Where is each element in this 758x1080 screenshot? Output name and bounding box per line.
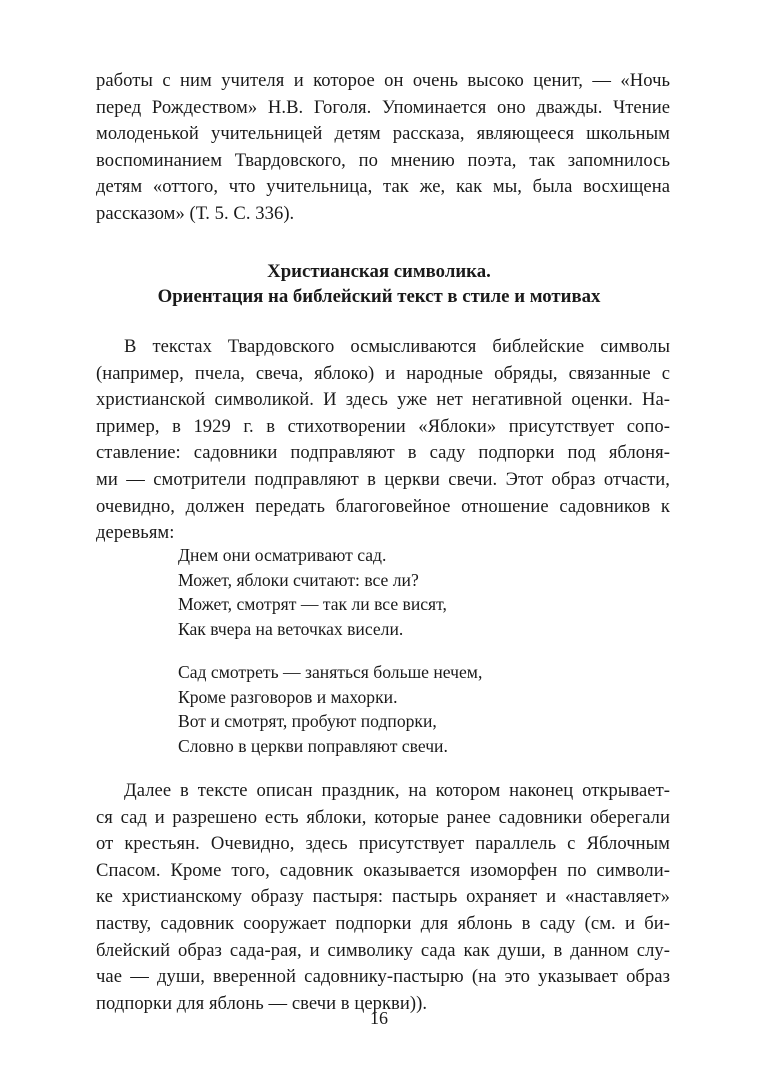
paragraph-line: (например, пчела, свеча, яблоко) и народные обряды, связанные с bbox=[96, 362, 670, 384]
paragraph-line: паству, садовник сооружает подпорки для яблонь в саду (см. и би- bbox=[96, 912, 670, 934]
paragraph-line: ся сад и разрешено есть яблоки, которые ранее садовники оберегали bbox=[96, 806, 670, 828]
paragraph-line: Спасом. Кроме того, садовник оказывается изоморфен по символи- bbox=[96, 859, 670, 881]
paragraph-line: ставление: садовники подправляют в саду подпорки под яблоня- bbox=[96, 442, 670, 464]
paragraph-line: пример, в 1929 г. в стихотворении «Яблоки» присутствует сопо- bbox=[96, 415, 670, 437]
page-number: 16 bbox=[370, 1008, 388, 1028]
paragraph-line: блейский образ сада-рая, и символику сада как души, в данном слу- bbox=[96, 939, 670, 961]
poem-stanza-2 bbox=[178, 660, 482, 759]
poem-stanza-1 bbox=[178, 543, 447, 642]
paragraph-biblical-symbols bbox=[96, 334, 670, 547]
poem-line: Может, яблоки считают: все ли? bbox=[178, 569, 419, 590]
paragraph-line: В текстах Твардовского осмысливаются библейские символы bbox=[124, 336, 670, 357]
section-heading-line-2: Ориентация на библейский текст в стиле и мотивах bbox=[157, 286, 601, 307]
paragraph-line: подпорки для яблонь — свечи в церкви)). bbox=[96, 992, 428, 1014]
paragraph-continuation bbox=[96, 68, 670, 228]
paragraph-line: ми — смотрители подправляют в церкви свечи. Этот образ отчасти, bbox=[96, 468, 670, 490]
paragraph-line: работы с ним учителя и которое он очень высоко ценит, — «Ночь bbox=[96, 70, 670, 91]
paragraph-line: деревьям: bbox=[96, 522, 175, 544]
poem-line: Как вчера на веточках висели. bbox=[178, 619, 404, 640]
section-heading-line-1: Христианская символика. bbox=[267, 261, 491, 282]
paragraph-line: от крестьян. Очевидно, здесь присутствует параллель с Яблочным bbox=[96, 833, 670, 855]
paragraph-line: очевидно, должен передать благоговейное отношение садовников к bbox=[96, 495, 670, 517]
paragraph-apple-feast bbox=[96, 778, 670, 1017]
paragraph-line: детям «оттого, что учительница, так же, как мы, была восхищена bbox=[96, 176, 670, 198]
poem-line: Кроме разговоров и махорки. bbox=[178, 686, 398, 707]
poem-line: Может, смотрят — так ли все висят, bbox=[178, 594, 447, 615]
paragraph-line: молоденькой учительницей детям рассказа, являющееся школьным bbox=[96, 123, 670, 145]
paragraph-line: христианской символикой. И здесь уже нет негативной оценки. На- bbox=[96, 389, 670, 411]
paragraph-line: воспоминанием Твардовского, по мнению поэта, так запомнилось bbox=[96, 149, 670, 171]
poem-line: Сад смотреть — заняться больше нечем, bbox=[178, 662, 483, 682]
paragraph-line: ке христианскому образу пастыря: пастырь охраняет и «наставляет» bbox=[96, 886, 670, 908]
paragraph-line: рассказом» (Т. 5. С. 336). bbox=[96, 202, 295, 224]
paragraph-line: чае — души, вверенной садовнику-пастырю (на это указывает образ bbox=[96, 966, 670, 988]
poem-line: Словно в церкви поправляют свечи. bbox=[178, 736, 448, 757]
section-heading bbox=[60, 259, 698, 309]
paragraph-line: перед Рождеством» Н.В. Гоголя. Упоминается оно дважды. Чтение bbox=[96, 96, 670, 118]
paragraph-line: Далее в тексте описан праздник, на котором наконец открывает- bbox=[124, 780, 670, 801]
poem-line: Вот и смотрят, пробуют подпорки, bbox=[178, 711, 437, 732]
poem-line: Днем они осматривают сад. bbox=[178, 545, 387, 565]
